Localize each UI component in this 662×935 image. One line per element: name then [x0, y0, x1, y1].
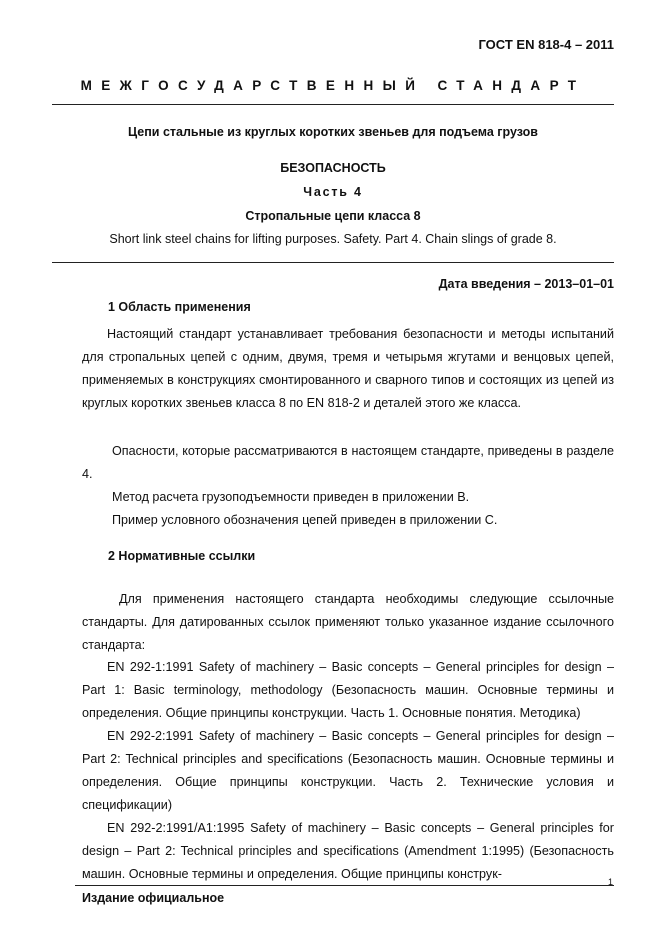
- header-divider: [52, 104, 614, 105]
- interstate-standard-label: МЕЖГОСУДАРСТВЕННЫЙ СТАНДАРТ: [80, 78, 586, 93]
- document-safety-title: БЕЗОПАСНОСТЬ: [280, 161, 386, 175]
- english-title: Short link steel chains for lifting purposes. Safety. Part 4. Chain slings of grade 8.: [109, 232, 557, 246]
- document-subtitle: Стропальные цепи класса 8: [245, 209, 421, 223]
- reference-entry: EN 292-1:1991 Safety of machinery – Basic concepts – General principles for design – Part 1: Basic terminology, methodology (Безопасность машин. Основные термины и определения. Общие принципы конструкции. Часть 1. Основные понятия. Методика): [82, 660, 614, 720]
- footer-divider: [75, 885, 614, 886]
- section-heading-normative-references: 2 Нормативные ссылки: [108, 549, 256, 563]
- document-part: Часть 4: [303, 185, 363, 199]
- paragraph: Пример условного обозначения цепей приведен в приложении С.: [112, 513, 498, 527]
- paragraph: Опасности, которые рассматриваются в настоящем стандарте, приведены в разделе 4.: [82, 444, 614, 481]
- document-title: Цепи стальные из круглых коротких звеньев для подъема грузов: [128, 125, 538, 139]
- title-divider: [52, 262, 614, 263]
- introduction-date: Дата введения – 2013–01–01: [438, 277, 614, 291]
- section-heading-scope: 1 Область применения: [108, 300, 251, 314]
- paragraph: Метод расчета грузоподъемности приведен в приложении В.: [112, 490, 470, 504]
- page-number: 1: [608, 877, 614, 887]
- paragraph: Настоящий стандарт устанавливает требования безопасности и методы испытаний для стропальных цепей с одним, двумя, тремя и четырьмя жгутами и венцовых цепей, применяемых в конструкциях смонтированного и сварного типов и состоящих из цепей из круглых коротких звеньев класса 8 по EN 818-2 и деталей этого же класса.: [82, 327, 614, 410]
- official-edition-label: Издание официальное: [82, 891, 225, 905]
- reference-entry: EN 292-2:1991/A1:1995 Safety of machinery – Basic concepts – General principles for design – Part 2: Technical principles and specifications (Amendment 1:1995) (Безопасность машин. Основные термины и определения. Общие принципы конструк-: [82, 821, 614, 881]
- reference-entry: EN 292-2:1991 Safety of machinery – Basic concepts – General principles for design – Part 2: Technical principles and specifications (Безопасность машин. Основные термины и определения. Общие принципы конструкции. Часть 2. Технические условия и спецификации): [82, 729, 614, 812]
- paragraph: Для применения настоящего стандарта необходимы следующие ссылочные стандарты. Для датированных ссылок применяют только указанное издание ссылочного стандарта:: [82, 592, 614, 652]
- document-code: ГОСТ EN 818-4 – 2011: [478, 37, 614, 52]
